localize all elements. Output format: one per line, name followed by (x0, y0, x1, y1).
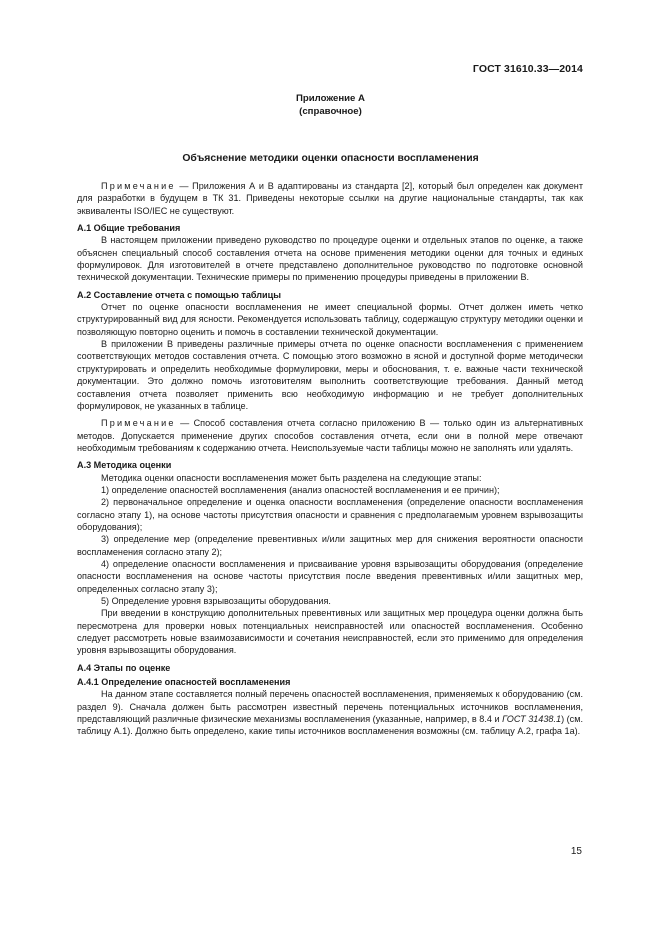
note-1-text: — Приложения А и В адаптированы из стандарта [2], который был определен как документ для разработки в будущем в ТК 31. Приведены некоторые ссылки на другие национальные стандарты, так как эквиваленты ISO/IEC не существуют. (77, 181, 583, 216)
page-number: 15 (570, 846, 582, 857)
note-2-text: — Способ составления отчета согласно приложению В — только один из альтернативных методов. Допускается применение других способов составления отчета, если они в полной мере отвечают необходимым требованиям к содержанию отчета. Неиспользуемые части таблицы можно не заполнять или удалять. (77, 418, 583, 453)
appendix-title: Приложение А (296, 93, 365, 104)
section-a4-heading (77, 662, 583, 674)
note-2 (77, 417, 583, 454)
section-a1-heading-text: А.1 Общие требования (77, 223, 181, 234)
section-a3-step-5: 5) Определение уровня взрывозащиты оборудования. (101, 596, 331, 606)
gost-reference: ГОСТ 31438.1 (502, 714, 562, 725)
section-a2-paragraph-1: Отчет по оценке опасности воспламенения не имеет специальной формы. Отчет должен иметь четко структурированный вид для ясности. Рекомендуется использовать таблицу, содержащую структуру методики оценки и позволяющую повторно оценить и помочь в составлении технической документации. (77, 302, 583, 337)
section-a3-step-3: 3) определение мер (определение превентивных и/или защитных мер для снижения вероятности опасности воспламенения согласно этапу 2); (77, 534, 583, 557)
section-a3-step-2: 2) первоначальное определение и оценка опасности воспламенения (определение опасности воспламенения согласно этапу 1), на основе частоты присутствия опасности и сравнения с предполагаемым уровнем взрывозащиты оборудования); (77, 497, 583, 532)
section-a2-heading (77, 289, 583, 301)
note-1-label: Примечание (101, 181, 176, 191)
section-a1-heading (77, 222, 583, 234)
section-a2-paragraph-2: В приложении В приведены различные примеры отчета по оценке опасности воспламенения с применением соответствующих методов составления отчета. С помощью этого возможно в ясной и доступной форме методически структурировать и определить необходимые формулировки, меры и обоснования, т. е. важные части технической документации. Это должно помочь изготовителям выполнить соответствующие требования. Данный метод составления отчета позволяет применить всю необходимую информацию и не требует дополнительных формулировок, не указанных в таблице. (77, 339, 583, 411)
document-title: Объяснение методики оценки опасности воспламенения (182, 153, 479, 164)
section-a3-step-1: 1) определение опасностей воспламенения (анализ опасностей воспламенения и ее причин); (101, 484, 500, 495)
section-a41-heading (77, 676, 583, 688)
section-a3-paragraph-after: При введении в конструкцию дополнительных превентивных или защитных мер процедура оценки должна быть пересмотрена для проверки новых потенциальных неисправностей или опасностей воспламенения. Особенно следует рассмотреть новые взаимозависимости и сочетания неисправностей, если это применимо для определения уровня взрывозащиты оборудования. (77, 608, 583, 656)
section-a3-heading-text: А.3 Методика оценки (77, 460, 172, 471)
section-a3-heading (77, 459, 583, 471)
section-a2-heading-text: А.2 Составление отчета с помощью таблицы (77, 289, 281, 300)
note-2-label: Примечание (101, 418, 176, 429)
section-a4-heading-text: А.4 Этапы по оценке (77, 662, 171, 673)
section-a41-heading-text: А.4.1 Определение опасностей воспламенения (77, 677, 291, 688)
appendix-subtitle: (справочное) (299, 106, 362, 117)
section-a1-paragraph-1: В настоящем приложении приведено руководство по процедуре оценки и отдельных этапов по оценке, а также объяснен специальный способ составления отчета на основе применения методики оценки для точных и единых формулировок. Для изготовителей в отчете представлено дополнительное руководство по подготовке основной технической документации. Технические примеры по применению процедуры приведены в приложении В. (77, 235, 583, 283)
section-a41-paragraph-1 (77, 688, 583, 737)
section-a41-text-b: ) (см. таблицу А.1). Должно быть определено, какие типы источников воспламенения возможны (см. таблицу А.2, графа 1а). (77, 714, 584, 737)
standard-header: ГОСТ 31610.33—2014 (472, 63, 583, 75)
document-body (77, 180, 583, 738)
section-a41-text-a: На данном этапе составляется полный перечень опасностей воспламенения, применяемых к оборудованию (см. раздел 9). Сначала должен быть рассмотрен известный перечень потенциальных источников воспламенения, представляющий различные физические механизмы воспламенения (указанные, например, в 8.4 и (77, 689, 583, 725)
note-1 (77, 180, 583, 217)
section-a3-intro: Методика оценки опасности воспламенения может быть разделена на следующие этапы: (101, 472, 482, 483)
section-a3-step-4: 4) определение опасности воспламенения и присваивание уровня взрывозащиты оборудования (определение опасности воспламенения на основе частоты присутствия после введения превентивных и/или защитных мер, определенных согласно этапу 3); (77, 558, 583, 594)
